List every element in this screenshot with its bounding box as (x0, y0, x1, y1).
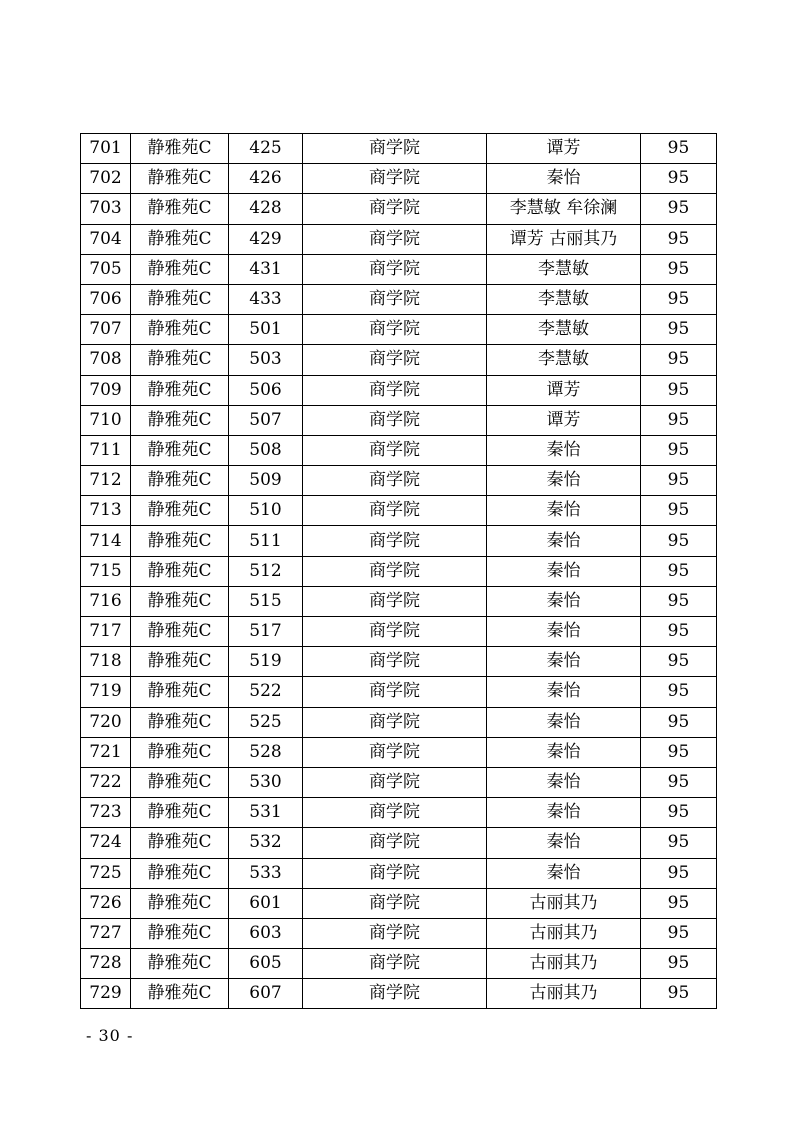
table-row (81, 194, 717, 224)
building-cell: 静雅苑C (131, 466, 229, 496)
college-cell: 商学院 (303, 254, 487, 284)
score-cell: 95 (641, 405, 717, 435)
score-cell: 95 (641, 767, 717, 797)
room-cell: 605 (229, 949, 303, 979)
teacher-cell: 李慧敏 (487, 345, 641, 375)
college-cell: 商学院 (303, 798, 487, 828)
college-cell: 商学院 (303, 284, 487, 314)
teacher-cell: 秦怡 (487, 767, 641, 797)
row-number-cell: 706 (81, 284, 131, 314)
room-cell: 515 (229, 586, 303, 616)
room-cell: 511 (229, 526, 303, 556)
score-cell: 95 (641, 888, 717, 918)
building-cell: 静雅苑C (131, 798, 229, 828)
building-cell: 静雅苑C (131, 224, 229, 254)
row-number-cell: 718 (81, 647, 131, 677)
table-body (81, 134, 717, 1009)
row-number-cell: 729 (81, 979, 131, 1009)
table-row (81, 828, 717, 858)
room-cell: 607 (229, 979, 303, 1009)
room-cell: 433 (229, 284, 303, 314)
college-cell: 商学院 (303, 496, 487, 526)
score-cell: 95 (641, 375, 717, 405)
room-cell: 510 (229, 496, 303, 526)
row-number-cell: 722 (81, 767, 131, 797)
table-row (81, 677, 717, 707)
table-row (81, 345, 717, 375)
row-number-cell: 701 (81, 134, 131, 164)
room-cell: 517 (229, 617, 303, 647)
building-cell: 静雅苑C (131, 617, 229, 647)
table-row (81, 315, 717, 345)
building-cell: 静雅苑C (131, 707, 229, 737)
building-cell: 静雅苑C (131, 526, 229, 556)
building-cell: 静雅苑C (131, 345, 229, 375)
table-row (81, 526, 717, 556)
room-cell: 431 (229, 254, 303, 284)
table-row (81, 134, 717, 164)
college-cell: 商学院 (303, 767, 487, 797)
table-row (81, 556, 717, 586)
score-cell: 95 (641, 224, 717, 254)
row-number-cell: 724 (81, 828, 131, 858)
score-cell: 95 (641, 164, 717, 194)
table-row (81, 375, 717, 405)
teacher-cell: 秦怡 (487, 435, 641, 465)
score-cell: 95 (641, 828, 717, 858)
score-cell: 95 (641, 284, 717, 314)
score-cell: 95 (641, 526, 717, 556)
score-cell: 95 (641, 858, 717, 888)
table-row (81, 164, 717, 194)
dormitory-score-table (80, 133, 717, 1009)
row-number-cell: 705 (81, 254, 131, 284)
teacher-cell: 李慧敏 (487, 284, 641, 314)
score-cell: 95 (641, 496, 717, 526)
row-number-cell: 716 (81, 586, 131, 616)
teacher-cell: 谭芳 (487, 405, 641, 435)
college-cell: 商学院 (303, 405, 487, 435)
room-cell: 507 (229, 405, 303, 435)
college-cell: 商学院 (303, 345, 487, 375)
row-number-cell: 715 (81, 556, 131, 586)
teacher-cell: 秦怡 (487, 617, 641, 647)
row-number-cell: 727 (81, 918, 131, 948)
teacher-cell: 秦怡 (487, 586, 641, 616)
teacher-cell: 秦怡 (487, 526, 641, 556)
row-number-cell: 721 (81, 737, 131, 767)
row-number-cell: 711 (81, 435, 131, 465)
teacher-cell: 秦怡 (487, 647, 641, 677)
building-cell: 静雅苑C (131, 949, 229, 979)
room-cell: 525 (229, 707, 303, 737)
row-number-cell: 720 (81, 707, 131, 737)
row-number-cell: 714 (81, 526, 131, 556)
row-number-cell: 707 (81, 315, 131, 345)
row-number-cell: 710 (81, 405, 131, 435)
room-cell: 501 (229, 315, 303, 345)
score-cell: 95 (641, 707, 717, 737)
building-cell: 静雅苑C (131, 888, 229, 918)
college-cell: 商学院 (303, 194, 487, 224)
table-row (81, 647, 717, 677)
college-cell: 商学院 (303, 526, 487, 556)
score-cell: 95 (641, 737, 717, 767)
college-cell: 商学院 (303, 828, 487, 858)
teacher-cell: 李慧敏 (487, 254, 641, 284)
score-cell: 95 (641, 979, 717, 1009)
teacher-cell: 秦怡 (487, 737, 641, 767)
college-cell: 商学院 (303, 224, 487, 254)
table-row (81, 798, 717, 828)
score-cell: 95 (641, 435, 717, 465)
college-cell: 商学院 (303, 586, 487, 616)
college-cell: 商学院 (303, 617, 487, 647)
building-cell: 静雅苑C (131, 979, 229, 1009)
room-cell: 429 (229, 224, 303, 254)
row-number-cell: 708 (81, 345, 131, 375)
college-cell: 商学院 (303, 949, 487, 979)
college-cell: 商学院 (303, 707, 487, 737)
room-cell: 531 (229, 798, 303, 828)
row-number-cell: 717 (81, 617, 131, 647)
college-cell: 商学院 (303, 979, 487, 1009)
score-cell: 95 (641, 949, 717, 979)
table-row (81, 617, 717, 647)
table-row (81, 284, 717, 314)
room-cell: 506 (229, 375, 303, 405)
score-cell: 95 (641, 134, 717, 164)
row-number-cell: 725 (81, 858, 131, 888)
building-cell: 静雅苑C (131, 254, 229, 284)
row-number-cell: 719 (81, 677, 131, 707)
teacher-cell: 谭芳 古丽其乃 (487, 224, 641, 254)
room-cell: 426 (229, 164, 303, 194)
building-cell: 静雅苑C (131, 828, 229, 858)
building-cell: 静雅苑C (131, 284, 229, 314)
building-cell: 静雅苑C (131, 647, 229, 677)
row-number-cell: 713 (81, 496, 131, 526)
score-cell: 95 (641, 918, 717, 948)
row-number-cell: 703 (81, 194, 131, 224)
building-cell: 静雅苑C (131, 767, 229, 797)
building-cell: 静雅苑C (131, 375, 229, 405)
table-row (81, 979, 717, 1009)
score-cell: 95 (641, 345, 717, 375)
room-cell: 533 (229, 858, 303, 888)
college-cell: 商学院 (303, 737, 487, 767)
row-number-cell: 712 (81, 466, 131, 496)
room-cell: 530 (229, 767, 303, 797)
room-cell: 601 (229, 888, 303, 918)
score-cell: 95 (641, 556, 717, 586)
teacher-cell: 谭芳 (487, 134, 641, 164)
table-row (81, 918, 717, 948)
college-cell: 商学院 (303, 435, 487, 465)
score-cell: 95 (641, 315, 717, 345)
page-number: - 30 - (86, 1026, 134, 1045)
room-cell: 519 (229, 647, 303, 677)
table-row (81, 888, 717, 918)
building-cell: 静雅苑C (131, 405, 229, 435)
table-row (81, 586, 717, 616)
table-row (81, 435, 717, 465)
college-cell: 商学院 (303, 315, 487, 345)
teacher-cell: 秦怡 (487, 466, 641, 496)
room-cell: 503 (229, 345, 303, 375)
room-cell: 512 (229, 556, 303, 586)
row-number-cell: 728 (81, 949, 131, 979)
college-cell: 商学院 (303, 647, 487, 677)
teacher-cell: 古丽其乃 (487, 979, 641, 1009)
room-cell: 425 (229, 134, 303, 164)
teacher-cell: 秦怡 (487, 496, 641, 526)
building-cell: 静雅苑C (131, 737, 229, 767)
table-row (81, 405, 717, 435)
row-number-cell: 726 (81, 888, 131, 918)
table-row (81, 707, 717, 737)
teacher-cell: 古丽其乃 (487, 888, 641, 918)
room-cell: 508 (229, 435, 303, 465)
row-number-cell: 704 (81, 224, 131, 254)
room-cell: 528 (229, 737, 303, 767)
score-cell: 95 (641, 617, 717, 647)
building-cell: 静雅苑C (131, 435, 229, 465)
teacher-cell: 李慧敏 (487, 315, 641, 345)
table-row (81, 737, 717, 767)
row-number-cell: 709 (81, 375, 131, 405)
building-cell: 静雅苑C (131, 858, 229, 888)
college-cell: 商学院 (303, 918, 487, 948)
building-cell: 静雅苑C (131, 194, 229, 224)
building-cell: 静雅苑C (131, 496, 229, 526)
teacher-cell: 秦怡 (487, 164, 641, 194)
teacher-cell: 谭芳 (487, 375, 641, 405)
teacher-cell: 秦怡 (487, 677, 641, 707)
college-cell: 商学院 (303, 134, 487, 164)
row-number-cell: 702 (81, 164, 131, 194)
table-row (81, 224, 717, 254)
room-cell: 428 (229, 194, 303, 224)
row-number-cell: 723 (81, 798, 131, 828)
teacher-cell: 秦怡 (487, 828, 641, 858)
teacher-cell: 古丽其乃 (487, 949, 641, 979)
score-cell: 95 (641, 798, 717, 828)
college-cell: 商学院 (303, 677, 487, 707)
college-cell: 商学院 (303, 556, 487, 586)
building-cell: 静雅苑C (131, 677, 229, 707)
building-cell: 静雅苑C (131, 164, 229, 194)
building-cell: 静雅苑C (131, 556, 229, 586)
teacher-cell: 秦怡 (487, 858, 641, 888)
college-cell: 商学院 (303, 164, 487, 194)
teacher-cell: 古丽其乃 (487, 918, 641, 948)
teacher-cell: 秦怡 (487, 798, 641, 828)
building-cell: 静雅苑C (131, 918, 229, 948)
college-cell: 商学院 (303, 858, 487, 888)
table-row (81, 767, 717, 797)
building-cell: 静雅苑C (131, 315, 229, 345)
room-cell: 509 (229, 466, 303, 496)
table-row (81, 858, 717, 888)
teacher-cell: 秦怡 (487, 556, 641, 586)
building-cell: 静雅苑C (131, 586, 229, 616)
score-cell: 95 (641, 254, 717, 284)
college-cell: 商学院 (303, 466, 487, 496)
score-cell: 95 (641, 677, 717, 707)
room-cell: 603 (229, 918, 303, 948)
teacher-cell: 秦怡 (487, 707, 641, 737)
room-cell: 532 (229, 828, 303, 858)
table-row (81, 496, 717, 526)
score-cell: 95 (641, 194, 717, 224)
college-cell: 商学院 (303, 888, 487, 918)
table-row (81, 949, 717, 979)
room-cell: 522 (229, 677, 303, 707)
score-cell: 95 (641, 647, 717, 677)
college-cell: 商学院 (303, 375, 487, 405)
score-cell: 95 (641, 466, 717, 496)
table-row (81, 254, 717, 284)
building-cell: 静雅苑C (131, 134, 229, 164)
score-cell: 95 (641, 586, 717, 616)
table-row (81, 466, 717, 496)
teacher-cell: 李慧敏 牟徐澜 (487, 194, 641, 224)
